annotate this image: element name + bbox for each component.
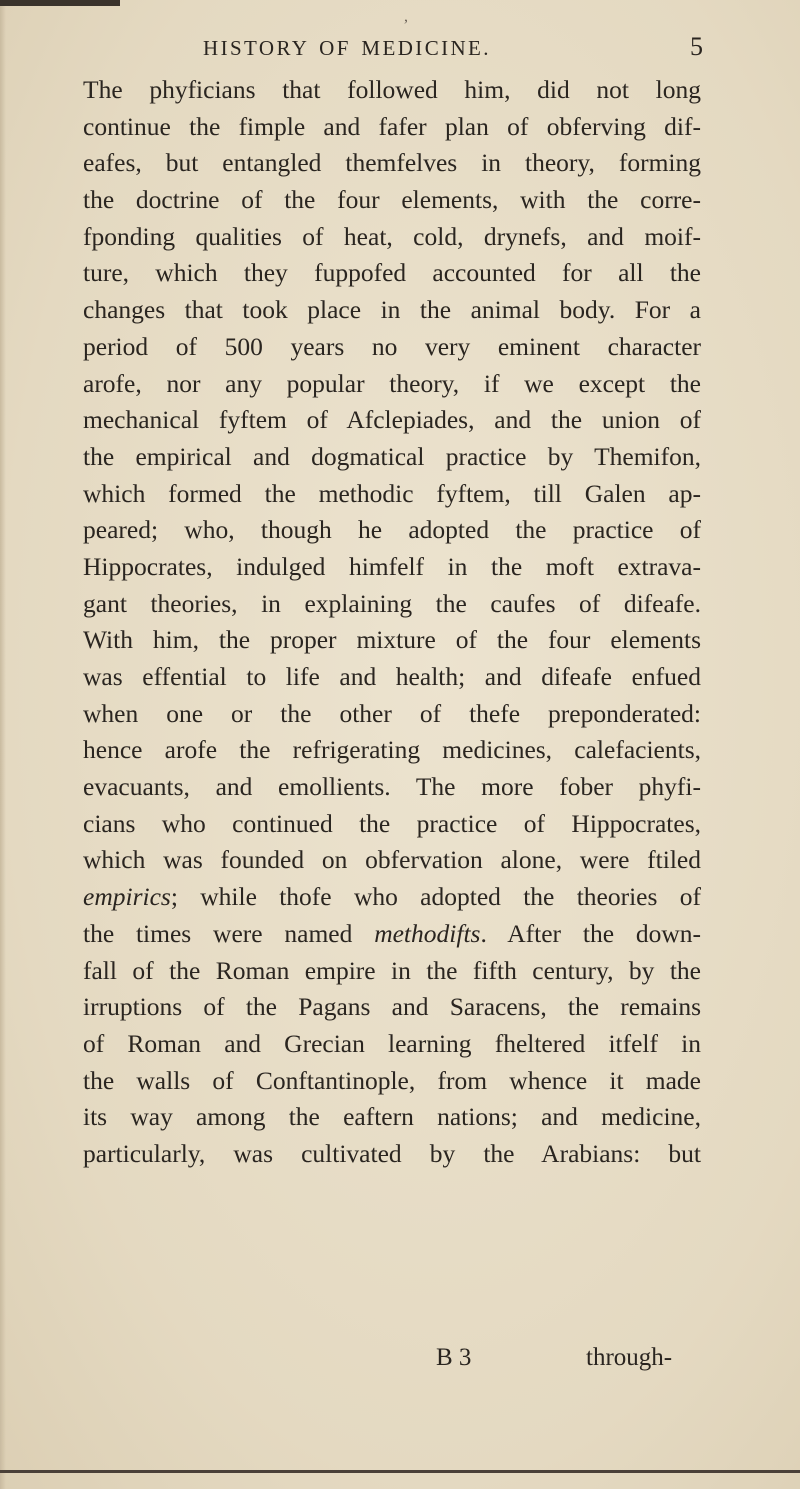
text-line: which formed the methodic fyftem, till Galen ap- xyxy=(83,478,701,508)
text-line: the doctrine of the four elements, with the corre- xyxy=(83,185,701,215)
text-line: evacuants, and emollients. The more fober phyfi- xyxy=(83,772,701,802)
text-segment: ; while thofe who adopted the theories of xyxy=(170,882,701,912)
text-line: particularly, was cultivated by the Arabians: but xyxy=(83,1138,701,1168)
running-header xyxy=(0,34,800,64)
page-number: 5 xyxy=(690,32,703,61)
bottom-ink-rule xyxy=(0,1470,800,1473)
catchword: through- xyxy=(586,1344,673,1371)
text-line: mechanical fyftem of Afclepiades, and the union of xyxy=(83,405,701,435)
text-segment: the times were named xyxy=(83,918,375,948)
top-ink-rule xyxy=(0,0,120,6)
page-footer xyxy=(0,1340,800,1376)
text-line: gant theories, in explaining the caufes of difeafe. xyxy=(83,588,701,618)
text-line: which was founded on obfervation alone, were ftiled xyxy=(83,845,701,875)
text-line: cians who continued the practice of Hippocrates, xyxy=(83,808,701,838)
text-line: changes that took place in the animal body. For a xyxy=(83,295,701,325)
body-text xyxy=(83,72,701,1173)
text-line: its way among the eaftern nations; and medicine, xyxy=(83,1102,701,1132)
text-line-methodists xyxy=(83,916,701,953)
text-line: was effential to life and health; and difeafe enfued xyxy=(83,662,701,691)
running-title: HISTORY OF MEDICINE. xyxy=(203,36,491,60)
text-line: Hippocrates, indulged himfelf in the moft extrava- xyxy=(83,551,701,581)
text-line: With him, the proper mixture of the four elements xyxy=(83,625,701,655)
text-line: ture, which they fuppofed accounted for all the xyxy=(83,258,701,288)
page-edge-shadow xyxy=(0,0,6,1489)
text-line: arofe, nor any popular theory, if we except the xyxy=(83,368,701,398)
text-line: of Roman and Grecian learning fheltered itfelf in xyxy=(83,1028,701,1058)
text-line: continue the fimple and fafer plan of obferving dif- xyxy=(83,111,701,141)
text-segment: . After the down- xyxy=(480,918,701,948)
text-line: the empirical and dogmatical practice by Themifon, xyxy=(83,441,701,471)
signature-mark: B 3 xyxy=(436,1344,472,1371)
text-line: period of 500 years no very eminent character xyxy=(83,331,701,361)
italic-term-methodists: methodifts xyxy=(374,918,481,948)
text-line: the walls of Conftantinople, from whence it made xyxy=(83,1065,701,1095)
text-line: The phyficians that followed him, did not long xyxy=(83,75,701,104)
text-line: irruptions of the Pagans and Saracens, the remains xyxy=(83,992,701,1022)
text-line-empirics xyxy=(83,879,701,916)
italic-term-empirics: empirics xyxy=(83,882,171,912)
text-line: hence arofe the refrigerating medicines, calefacients, xyxy=(83,735,701,765)
text-line: peared; who, though he adopted the practice of xyxy=(83,515,701,545)
text-line: fall of the Roman empire in the fifth century, by the xyxy=(83,955,701,985)
text-line: when one or the other of thefe preponderated: xyxy=(83,698,701,728)
ink-fleck: , xyxy=(404,8,408,25)
text-line: eafes, but entangled themfelves in theory, forming xyxy=(83,148,701,178)
text-line: fponding qualities of heat, cold, drynefs, and moif- xyxy=(83,221,701,251)
